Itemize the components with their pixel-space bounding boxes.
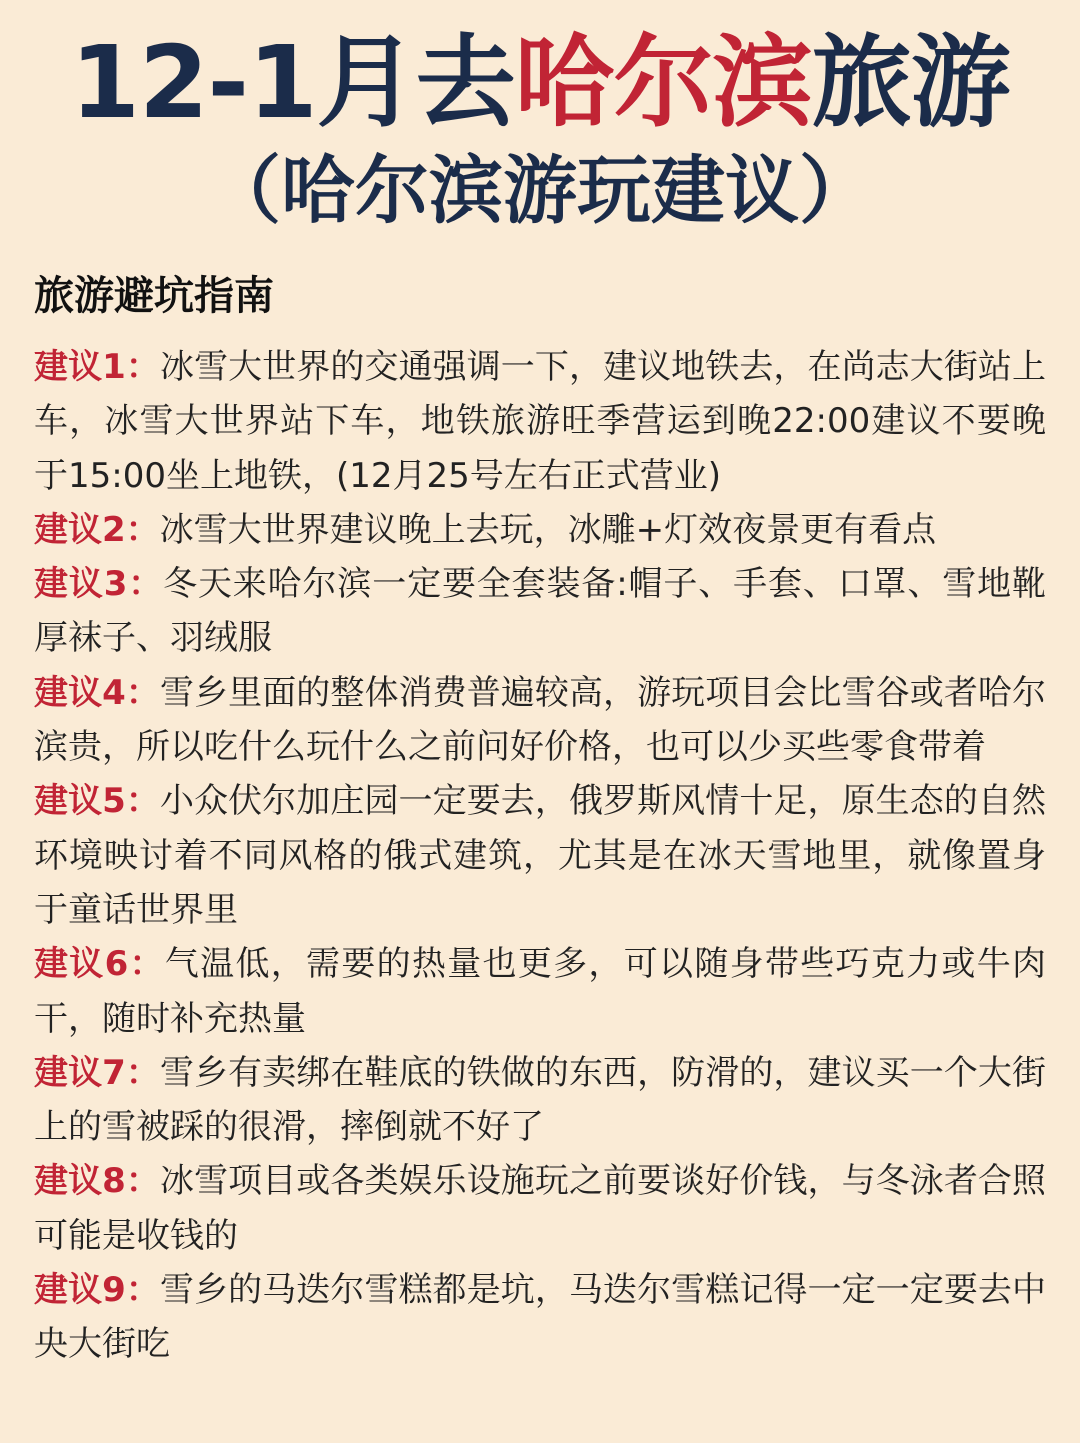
tip-label: 建议6： (34, 944, 165, 985)
tip-item-5 (34, 774, 1046, 937)
tip-label: 建议1： (34, 347, 160, 387)
title-prefix: 12-1月去 (70, 24, 515, 141)
tip-text: 冰雪项目或各类娱乐设施玩之前要谈好价钱，与冬泳者合照可能是收钱的 (34, 1161, 1046, 1256)
tip-item-8 (34, 1154, 1046, 1263)
tips-list (34, 340, 1046, 1372)
tip-label: 建议7： (34, 1052, 160, 1093)
section-heading: 旅游避坑指南 (34, 273, 274, 319)
tip-label: 建议2： (34, 509, 160, 550)
tip-text: 气温低，需要的热量也更多，可以随身带些巧克力或牛肉干，随时补充热量 (34, 944, 1046, 1039)
tip-label: 建议4： (34, 672, 160, 713)
page-subtitle: （哈尔滨游玩建议） (207, 148, 873, 234)
tip-item-7 (34, 1046, 1046, 1155)
tip-text: 冰雪大世界建议晚上去玩，冰雕+灯效夜景更有看点 (159, 509, 937, 550)
tip-item-1 (34, 340, 1046, 503)
tip-item-3 (34, 557, 1046, 666)
tip-item-9 (34, 1263, 1046, 1372)
title-highlight-city: 哈尔滨 (514, 24, 812, 141)
tip-label: 建议5： (34, 781, 160, 822)
tip-label: 建议8： (34, 1161, 160, 1202)
tip-text: 雪乡有卖绑在鞋底的铁做的东西，防滑的，建议买一个大街上的雪被踩的很滑，摔倒就不好了 (34, 1052, 1046, 1148)
title-suffix: 旅游 (811, 24, 1010, 141)
tip-text: 冬天来哈尔滨一定要全套装备:帽子、手套、口罩、雪地靴厚袜子、羽绒服 (34, 564, 1046, 659)
tip-item-4 (34, 666, 1046, 775)
tip-label: 建议9： (34, 1270, 160, 1311)
page-title (34, 0, 1046, 146)
tip-text: 雪乡的马迭尔雪糕都是坑，马迭尔雪糕记得一定一定要去中央大街吃 (34, 1270, 1046, 1365)
tip-text: 雪乡里面的整体消费普遍较高，游玩项目会比雪谷或者哈尔滨贵，所以吃什么玩什么之前问好价格，也可以少买些零食带着 (34, 672, 1046, 768)
tip-label: 建议3： (34, 564, 164, 605)
tip-item-2 (34, 503, 1046, 557)
tip-text: 冰雪大世界的交通强调一下，建议地铁去，在尚志大街站上车，冰雪大世界站下车，地铁旅游旺季营运到晚22:00建议不要晚于15:00坐上地铁，(12月25号左右正式营业) (34, 347, 1046, 496)
tip-item-6 (34, 937, 1046, 1046)
tip-text: 小众伏尔加庄园一定要去，俄罗斯风情十足，原生态的自然环境映讨着不同风格的俄式建筑，尤其是在冰天雪地里，就像置身于童话世界里 (34, 781, 1046, 930)
